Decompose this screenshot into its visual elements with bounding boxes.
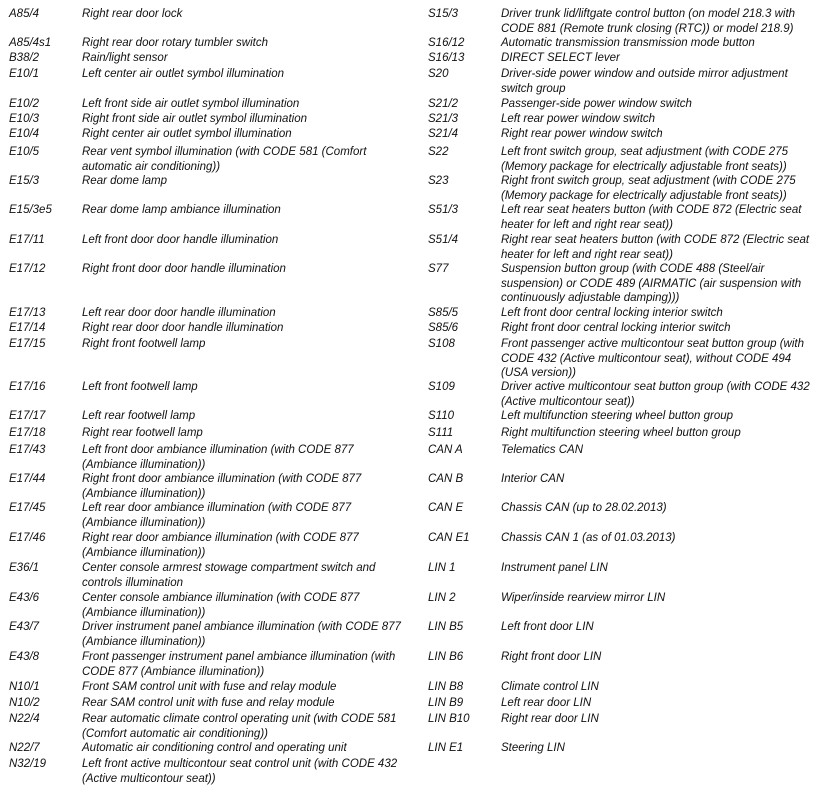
component-code: E17/14 [9,322,46,334]
component-description: Left rear footwell lamp [82,410,196,422]
component-code: E17/17 [9,410,46,422]
component-description: DIRECT SELECT lever [501,52,620,64]
component-description: Right front switch group, seat adjustment (with CODE 275 (Memory package for electrically adjustable front seats)) [501,175,796,202]
component-code: E17/13 [9,307,46,319]
component-code: LIN 2 [428,592,456,604]
component-code: E17/16 [9,381,46,393]
component-code: S51/3 [428,204,459,216]
component-description: Rain/light sensor [82,52,168,64]
component-description: Left multifunction steering wheel button group [501,410,734,422]
component-description: Right rear seat heaters button (with CODE 872 (Electric seat heater for left and right rear seat)) [501,234,810,261]
component-description: Left rear door LIN [501,697,592,709]
component-code: S21/2 [428,98,459,110]
component-code: N10/1 [9,681,40,693]
component-code: S15/3 [428,8,459,20]
component-description: Left rear door ambiance illumination (with CODE 877 (Ambiance illumination)) [82,502,352,529]
component-code: E17/43 [9,444,46,456]
component-code: S108 [428,338,455,350]
component-code: S21/3 [428,113,459,125]
component-description: Telematics CAN [501,444,584,456]
component-description: Right rear door ambiance illumination (with CODE 877 (Ambiance illumination)) [82,532,359,559]
component-description: Rear vent symbol illumination (with CODE 581 (Comfort automatic air conditioning)) [82,146,367,173]
component-code: LIN B5 [428,621,464,633]
component-description: Front SAM control unit with fuse and relay module [82,681,337,693]
component-description: Automatic transmission transmission mode button [501,37,755,49]
component-code: E43/7 [9,621,40,633]
component-code: S16/13 [428,52,465,64]
component-code: E10/3 [9,113,40,125]
component-description: Right front footwell lamp [82,338,206,350]
component-description: Right front door central locking interior switch [501,322,731,334]
component-description: Rear dome lamp ambiance illumination [82,204,281,216]
component-code: S77 [428,263,449,275]
component-code: E17/46 [9,532,46,544]
component-description: Right multifunction steering wheel button group [501,427,741,439]
component-description: Driver trunk lid/liftgate control button (on model 218.3 with CODE 881 (Remote trunk closing (RTC)) or model 218.9) [501,8,796,35]
component-code: CAN B [428,473,464,485]
component-description: Driver active multicontour seat button group (with CODE 432 (Active multicontour seat)) [501,381,810,408]
component-description: Passenger-side power window switch [501,98,692,110]
component-description: Left center air outlet symbol illumination [82,68,284,80]
component-code: S111 [428,427,454,439]
component-description: Right center air outlet symbol illumination [82,128,292,140]
component-description: Chassis CAN 1 (as of 01.03.2013) [501,532,676,544]
component-code: E17/44 [9,473,46,485]
component-code: LIN 1 [428,562,456,574]
component-description: Right front door LIN [501,651,602,663]
component-code: E17/45 [9,502,46,514]
component-description: Steering LIN [501,742,565,754]
component-code: E15/3e5 [9,204,52,216]
component-code: CAN E1 [428,532,470,544]
component-description: Center console ambiance illumination (with CODE 877 (Ambiance illumination)) [82,592,360,619]
component-description: Rear dome lamp [82,175,168,187]
component-code: N32/19 [9,758,47,770]
component-code: A85/4 [9,8,40,20]
component-description: Right front door door handle illumination [82,263,286,275]
component-code: E10/1 [9,68,40,80]
component-description: Left front door central locking interior switch [501,307,723,319]
component-description: Left front active multicontour seat control unit (with CODE 432 (Active multicontour seat)) [82,758,398,785]
component-code: S109 [428,381,455,393]
component-description: Left rear door door handle illumination [82,307,276,319]
component-code: E17/12 [9,263,46,275]
component-code: CAN A [428,444,463,456]
component-description: Right rear door lock [82,8,183,20]
component-code: E10/2 [9,98,40,110]
component-description: Climate control LIN [501,681,599,693]
component-code: S21/4 [428,128,459,140]
component-code: A85/4s1 [9,37,52,49]
component-description: Right rear door door handle illumination [82,322,284,334]
component-code: S23 [428,175,449,187]
component-code: E43/8 [9,651,40,663]
component-code: E17/18 [9,427,46,439]
component-code: N22/7 [9,742,40,754]
component-description: Rear automatic climate control operating unit (with CODE 581 (Comfort automatic air conditioning)) [82,713,397,740]
component-code: CAN E [428,502,464,514]
component-code: LIN B9 [428,697,464,709]
component-description: Right rear footwell lamp [82,427,203,439]
component-code: LIN B10 [428,713,470,725]
component-description: Right rear door LIN [501,713,599,725]
component-description: Left rear power window switch [501,113,656,125]
component-description: Rear SAM control unit with fuse and relay module [82,697,335,709]
component-description: Chassis CAN (up to 28.02.2013) [501,502,667,514]
component-description: Suspension button group (with CODE 488 (Steel/air suspension) or CODE 489 (AIRMATIC (air suspension with continuously adjustable damping))) [501,263,802,304]
component-description: Right front side air outlet symbol illumination [82,113,307,125]
component-code: E17/11 [9,234,45,246]
component-description: Driver instrument panel ambiance illumination (with CODE 877 (Ambiance illumination)) [82,621,401,648]
component-code: N22/4 [9,713,40,725]
component-description: Driver-side power window and outside mirror adjustment switch group [501,68,788,95]
component-code: B38/2 [9,52,40,64]
component-code: S85/6 [428,322,459,334]
component-code: E10/4 [9,128,40,140]
component-description: Left front door ambiance illumination (with CODE 877 (Ambiance illumination)) [82,444,354,471]
component-code: E10/5 [9,146,40,158]
component-description: Left front footwell lamp [82,381,198,393]
component-description: Left front door door handle illumination [82,234,279,246]
component-description: Instrument panel LIN [501,562,608,574]
component-code: LIN E1 [428,742,464,754]
component-description: Automatic air conditioning control and operating unit [82,742,347,754]
component-code: LIN B6 [428,651,464,663]
component-description: Interior CAN [501,473,565,485]
component-description: Left front side air outlet symbol illumination [82,98,300,110]
component-code: S20 [428,68,449,80]
component-description: Right rear door rotary tumbler switch [82,37,268,49]
component-code: E36/1 [9,562,40,574]
component-description: Left front switch group, seat adjustment (with CODE 275 (Memory package for electrically adjustable front seats)) [501,146,788,173]
component-description: Wiper/inside rearview mirror LIN [501,592,666,604]
component-code: S16/12 [428,37,465,49]
component-code: S22 [428,146,449,158]
component-description: Center console armrest stowage compartment switch and controls illumination [82,562,376,589]
component-code: E15/3 [9,175,40,187]
component-code: E43/6 [9,592,40,604]
component-code: E17/15 [9,338,46,350]
component-description: Front passenger active multicontour seat button group (with CODE 432 (Active multicontour seat), without CODE 494 (USA version)) [501,338,804,379]
component-description: Left front door LIN [501,621,594,633]
component-description: Left rear seat heaters button (with CODE 872 (Electric seat heater for left and right rear seat)) [501,204,802,231]
component-code: S110 [428,410,455,422]
component-description: Right front door ambiance illumination (with CODE 877 (Ambiance illumination)) [82,473,362,500]
component-code: LIN B8 [428,681,464,693]
component-description: Front passenger instrument panel ambiance illumination (with CODE 877 (Ambiance illumination)) [82,651,396,678]
component-code: N10/2 [9,697,40,709]
component-code: S51/4 [428,234,459,246]
component-code: S85/5 [428,307,459,319]
component-description: Right rear power window switch [501,128,663,140]
